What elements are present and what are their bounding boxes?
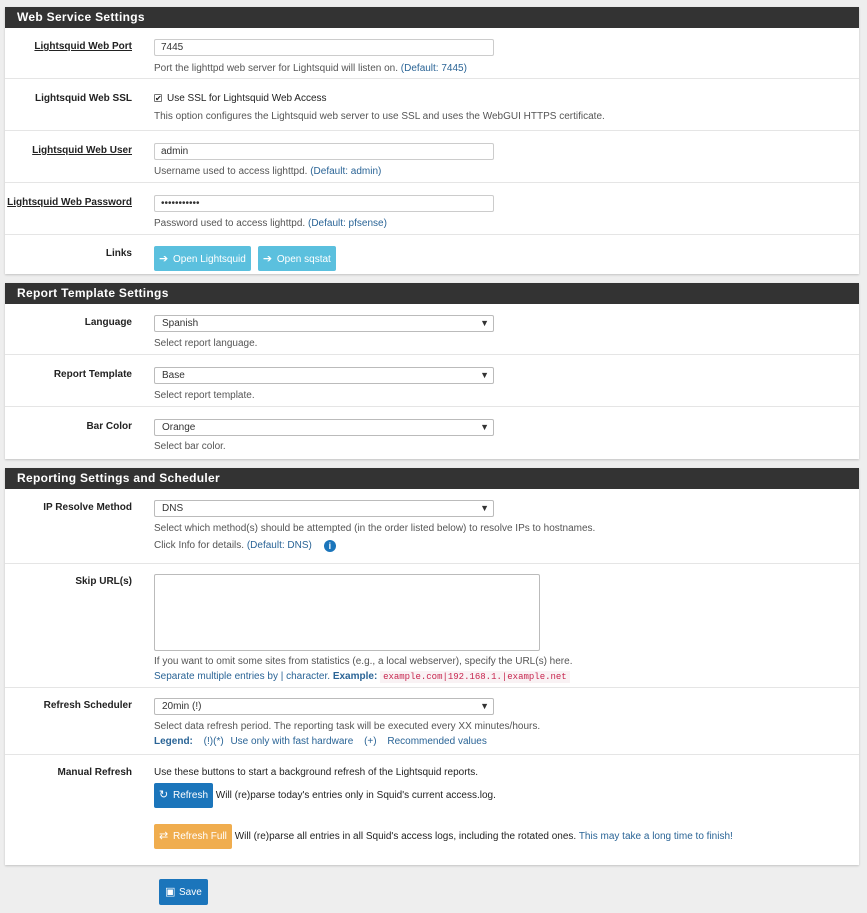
- ip-resolve-help-2: [154, 538, 336, 553]
- skip-urls-help: If you want to omit some sites from statistics (e.g., a local webserver), specify the URL(s) here.: [154, 656, 573, 667]
- save-button[interactable]: [159, 879, 208, 905]
- links-row: [5, 235, 859, 274]
- manual-refresh-label: Manual Refresh: [57, 767, 132, 778]
- reporting-heading: Reporting Settings and Scheduler: [5, 468, 859, 489]
- skip-urls-example-label: Example:: [332, 671, 378, 682]
- ip-resolve-row: [5, 489, 859, 564]
- save-button-label: Save: [179, 887, 202, 898]
- report-template-row: [5, 355, 859, 407]
- manual-refresh-intro: Use these buttons to start a background refresh of the Lightsquid reports.: [154, 767, 479, 778]
- web-password-row: [5, 183, 859, 235]
- caret-down-icon: ▼: [480, 318, 489, 328]
- reporting-panel: [5, 468, 859, 865]
- web-password-default: (Default: pfsense): [307, 218, 387, 229]
- web-user-default: (Default: admin): [310, 166, 382, 177]
- bar-color-row: [5, 407, 859, 459]
- caret-down-icon: ▼: [480, 503, 489, 513]
- bar-color-help: Select bar color.: [154, 441, 226, 452]
- report-template-label: Report Template: [53, 369, 132, 380]
- web-ssl-checkbox-line: [154, 91, 327, 106]
- web-user-input[interactable]: admin: [154, 143, 494, 160]
- report-template-select[interactable]: [154, 367, 494, 384]
- web-user-row: [5, 131, 859, 183]
- skip-urls-example: example.com|192.168.1.|example.net: [380, 671, 570, 683]
- open-lightsquid-button[interactable]: [154, 246, 251, 271]
- legend-label: Legend:: [154, 736, 193, 747]
- retweet-icon: ⇄: [159, 830, 169, 842]
- ip-resolve-default: (Default: DNS): [246, 540, 312, 551]
- bar-color-select[interactable]: [154, 419, 494, 436]
- refresh-desc: Will (re)parse today's entries only in Squid's current access.log.: [215, 790, 496, 801]
- web-ssl-row: [5, 79, 859, 131]
- refresh-full-button-label: Refresh Full: [173, 831, 227, 842]
- bar-color-value: Orange: [162, 422, 196, 433]
- info-circle-icon[interactable]: i: [324, 540, 336, 552]
- ip-resolve-label: IP Resolve Method: [43, 502, 132, 513]
- skip-urls-textarea[interactable]: [154, 574, 540, 651]
- refresh-scheduler-value: 20min (!): [162, 701, 202, 712]
- sign-in-icon: ➔: [159, 253, 169, 265]
- skip-urls-label: Skip URL(s): [75, 576, 132, 587]
- refresh-line: [154, 783, 496, 808]
- open-sqstat-label: Open sqstat: [276, 254, 331, 265]
- language-help: Select report language.: [154, 338, 258, 349]
- report-template-panel: [5, 283, 859, 459]
- web-ssl-checkbox[interactable]: ✔: [155, 94, 162, 103]
- web-port-help: [154, 61, 467, 76]
- web-user-help: [154, 164, 381, 179]
- language-value: Spanish: [162, 318, 199, 329]
- open-sqstat-button[interactable]: [258, 246, 336, 271]
- refresh-scheduler-row: [5, 688, 859, 755]
- web-password-label: Lightsquid Web Password: [7, 197, 132, 208]
- ip-resolve-select[interactable]: [154, 500, 494, 517]
- refresh-button[interactable]: [154, 783, 213, 808]
- legend-1-text: Use only with fast hardware: [230, 736, 354, 747]
- web-ssl-label: Lightsquid Web SSL: [34, 93, 132, 104]
- refresh-scheduler-help: Select data refresh period. The reporting task will be executed every XX minutes/hours.: [154, 721, 541, 732]
- links-label: Links: [105, 248, 132, 259]
- web-service-panel: [5, 7, 859, 274]
- ip-resolve-help-2-text: Click Info for details.: [154, 540, 245, 551]
- refresh-full-desc: Will (re)parse all entries in all Squid's access logs, including the rotated ones.: [234, 831, 577, 842]
- web-port-row: [5, 28, 859, 79]
- web-password-input[interactable]: •••••••••••: [154, 195, 494, 212]
- sign-in-icon: ➔: [262, 253, 273, 265]
- language-label: Language: [84, 317, 132, 328]
- refresh-full-warning: This may take a long time to finish!: [578, 831, 733, 842]
- refresh-button-label: Refresh: [173, 790, 209, 801]
- web-ssl-help: This option configures the Lightsquid web server to use SSL and uses the WebGUI HTTPS certificate.: [154, 111, 605, 122]
- caret-down-icon: ▼: [480, 422, 489, 432]
- open-lightsquid-label: Open Lightsquid: [173, 254, 246, 265]
- links-buttons: [154, 246, 336, 271]
- web-port-default: (Default: 7445): [400, 63, 467, 74]
- web-password-help: [154, 216, 387, 231]
- skip-urls-row: [5, 564, 859, 688]
- report-template-help: Select report template.: [154, 390, 255, 401]
- web-user-label: Lightsquid Web User: [32, 145, 132, 156]
- web-user-help-text: Username used to access lighttpd.: [154, 166, 308, 177]
- legend-1-symbol: (!)(*): [203, 736, 224, 747]
- web-password-help-text: Password used to access lighttpd.: [154, 218, 306, 229]
- skip-urls-separator-note: Separate multiple entries by | character.: [154, 671, 331, 682]
- refresh-icon: ↻: [159, 789, 169, 801]
- bar-color-label: Bar Color: [86, 421, 132, 432]
- web-ssl-checkbox-label: Use SSL for Lightsquid Web Access: [167, 93, 327, 104]
- report-template-value: Base: [162, 370, 185, 381]
- skip-urls-help-2: [154, 669, 570, 685]
- web-service-heading: Web Service Settings: [5, 7, 859, 28]
- legend-2-symbol: (+): [364, 736, 377, 747]
- language-row: [5, 304, 859, 355]
- web-port-help-text: Port the lighttpd web server for Lightsquid will listen on.: [154, 63, 399, 74]
- refresh-scheduler-select[interactable]: [154, 698, 494, 715]
- manual-refresh-row: [5, 755, 859, 865]
- refresh-scheduler-legend: [154, 734, 487, 749]
- legend-2-text: Recommended values: [387, 736, 487, 747]
- refresh-full-line: [154, 824, 733, 849]
- ip-resolve-help: Select which method(s) should be attempted (in the order listed below) to resolve IPs to hostnames.: [154, 523, 596, 534]
- refresh-full-button[interactable]: [154, 824, 232, 849]
- report-template-heading: Report Template Settings: [5, 283, 859, 304]
- caret-down-icon: ▼: [480, 370, 489, 380]
- language-select[interactable]: [154, 315, 494, 332]
- caret-down-icon: ▼: [480, 701, 489, 711]
- save-icon: ▣: [165, 886, 176, 898]
- web-port-input[interactable]: 7445: [154, 39, 494, 56]
- ip-resolve-value: DNS: [162, 503, 184, 514]
- refresh-scheduler-label: Refresh Scheduler: [43, 700, 132, 711]
- web-port-label: Lightsquid Web Port: [34, 41, 132, 52]
